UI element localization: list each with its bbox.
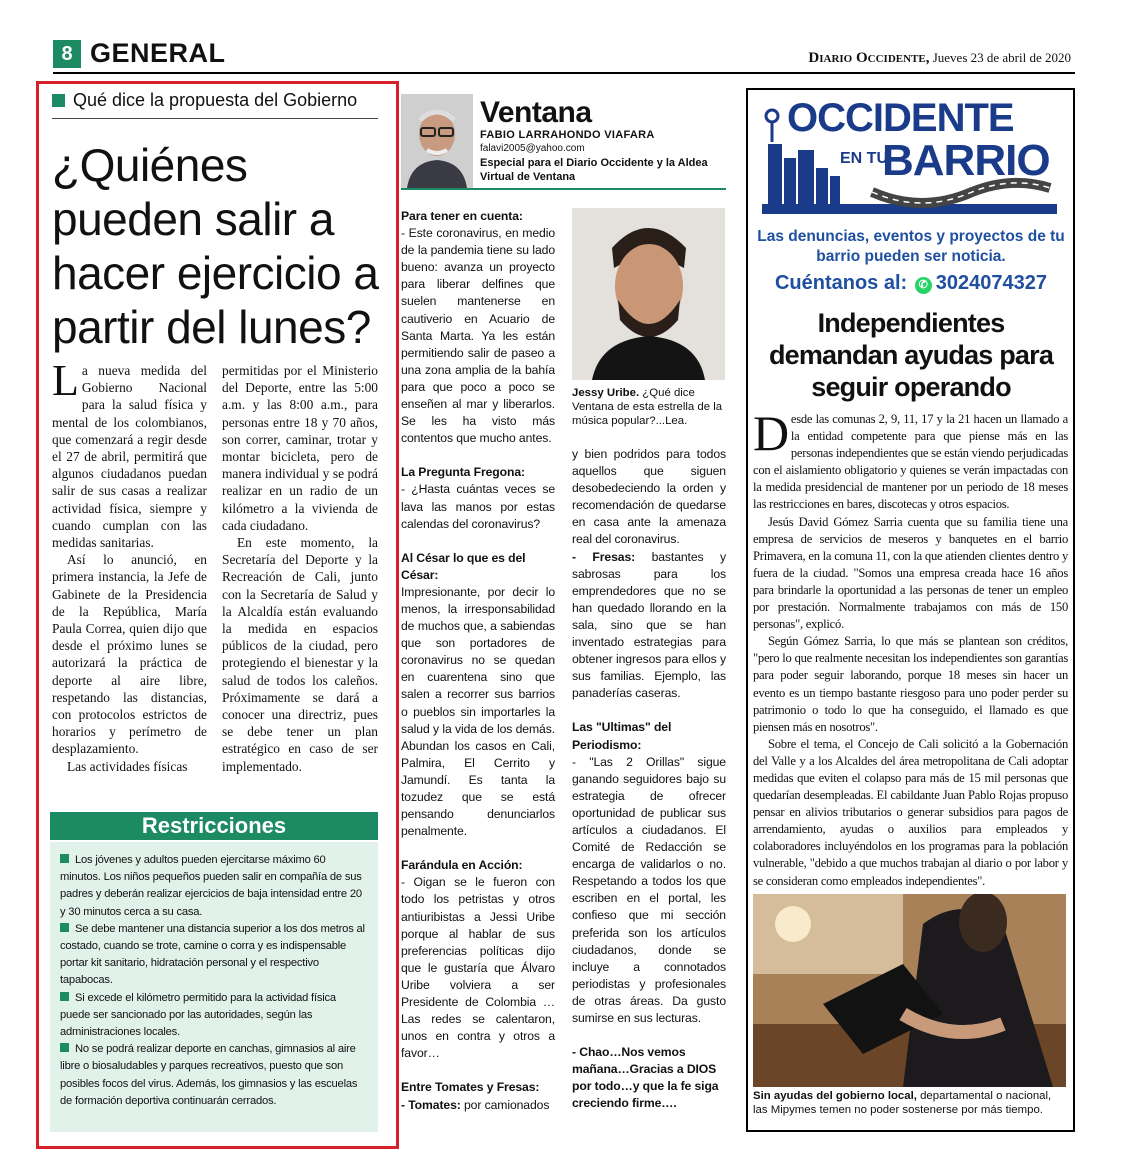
ventana-paragraph: - "Las 2 Orillas" sigue ganando seguidores bajo su estrategia de ofrecer oportunidad de publicar sus artículos a ciudadanos. El Comité de Redacción se encarga de validarlos o no. Respetando a todos los que escriben en el portal, les confieso que mi sección preferida son los artículos ciudadanos, donde se incluye a connotados periodistas y profesionales de otras áreas. Da gusto sumirse en sus lecturas. (572, 754, 726, 1025)
ventana-paragraph: - Oigan se le fueron con todo los petristas y otros antiuribistas a Jessi Uribe porque al hablar de sus preferencias políticas dijo que le gustaría que Álvaro Uribe volviera a ser Presidente de Colombia …Las redes se calentaron, unos en contra y otros a favor… (401, 875, 555, 1061)
tomates-label: - Tomates: (401, 1097, 461, 1112)
ventana-byline: Especial para el Diario Occidente y la Aldea Virtual de Ventana (480, 157, 708, 183)
restaurant-photo-icon (753, 894, 1066, 1087)
ventana-email[interactable]: falavi2005@yahoo.com (480, 143, 585, 154)
restriction-item (60, 990, 368, 1042)
restriction-text: Se debe mantener una distancia superior a los dos metros al costado, cuando se trote, camine o corra y es indispensable portar kit sanitario, hidratación personal y el respectivo tapabocas. (60, 922, 365, 987)
logo-barrio: BARRIO (882, 136, 1050, 185)
barrio-paragraph: Según Gómez Sarria, lo que más se plantean son créditos, "pero lo que realmente necesitan los independientes son garantías para poder seguir laborando, porque 18 meses sin hacer un evento es un tiempo bastante riesgoso para uno poder perder su patrimonio o todo lo que ha conseguido, el llamado es que piensen más en nosotros". (753, 634, 1068, 734)
portrait-icon (572, 208, 725, 380)
section-title: GENERAL (90, 38, 226, 68)
kicker-text: Qué dice la propuesta del Gobierno (73, 90, 358, 110)
page-number: 8 (53, 40, 81, 68)
ventana-paragraph: Impresionante, por decir lo menos, la irresponsabilidad de muchos que, a sabiendas que son portadores de coronavirus no se quedan en cuarentena sino que salen a recorrer sus barrios o pueblos sin importarles la salud y la vida de los demás. Abundan los casos en Cali, Palmira, El Cerrito y Jamundí. Es tanta la tozudez que se está pensando denunciarlos penalmente. (401, 584, 555, 839)
ventana-paragraph (572, 549, 726, 703)
whatsapp-icon: ✆ (915, 277, 932, 294)
article-kicker (52, 90, 357, 111)
portrait-icon (401, 94, 473, 188)
ventana-paragraph: y bien podridos para todos aquellos que siguen desobedeciendo la orden y recomendación de quedarse en casa ante la amenaza real del coronavirus. (572, 447, 726, 547)
paper-name: Diario Occidente, (808, 50, 930, 66)
paper-date: Jueves 23 de abril de 2020 (932, 50, 1071, 65)
ventana-column-1 (401, 208, 555, 1114)
restriction-item (60, 1041, 368, 1110)
ventana-column-2 (572, 446, 726, 1112)
restriction-text: No se podrá realizar deporte en canchas, gimnasios al aire libre o biosaludables y parques recreativos, puesto que son posibles focos del virus. Además, los gimnasios y las escuelas de formación deportiva continuarán cerrados. (60, 1043, 358, 1107)
barrio-paragraph: Jesús David Gómez Sarria cuenta que su familia tiene una empresa de servicios de meseros y banquetes en el barrio Primavera, en la comuna 11, con la que atienden clientes dentro y fuera de la ciudad. "Somos una empresa creada hace 16 años para brindarle la oportunidad a las personas de tener un empleo por prestación. Normalmente trabajamos con más de 150 personas", explicó. (753, 514, 1068, 632)
article-column-1 (52, 356, 207, 775)
caption-text: ¿Qué dice Ventana de esta estrella de la música popular?...Lea. (572, 387, 723, 427)
ventana-signoff: - Chao…Nos vemos mañana…Gracias a DIOS por todo…y que la fe siga creciendo firme…. (572, 1045, 719, 1111)
fresas-label: - Fresas: (572, 549, 636, 564)
jessy-photo-caption (572, 386, 727, 428)
paragraph-text: esde las comunas 2, 9, 11, 17 y la 21 hacen un llamado a la entidad competente para que piense más en las personas independientes que se están viendo perjudicadas con el aislamiento obligatorio y quienes se verán impactadas con la medida presidencial de mantener por un periodo de 18 meses las restricciones en bares, discotecas y otros espacios. (753, 412, 1068, 512)
article-headline: ¿Quiénes pueden salir a hacer ejercicio a partir del lunes? (52, 139, 379, 353)
article-paragraph: En este momento, la Secretaría del Deporte y la Recreación de Cali, junto con la Secretaría de Salud y la Alcaldía están evaluando la medida en espacios públicos de la ciudad, pero protegiendo el bienestar y la salud de todos los caleños. Próximamente se dará a conocer una directriz, pues se debe tener un plan estratégico en caso de ser implementado. (222, 535, 378, 774)
drop-cap: D (753, 405, 789, 461)
waitress-photo (753, 894, 1066, 1087)
article-column-2 (222, 362, 378, 775)
restriction-text: Si excede el kilómetro permitido para la actividad física puede ser sancionado por las autoridades, según las administraciones locales. (60, 991, 336, 1039)
logo-en-tu: EN TU (840, 150, 888, 167)
ventana-paragraph: - Este coronavirus, en medio de la pandemia tiene su lado bueno: avanza un proyecto para liberar delfines que suelen mantenerse en cautiverio en Acuario de Santa Marta. Ya les están permitiendo salir de paseo a una zona amplia de la bahía para que poco a poco se enseñen al mar y liberarlos. Se les ha visto más contentos que mucho antes. (401, 226, 555, 446)
paragraph-text: a nueva medida del Gobierno Nacional para la salud física y mental de los colombianos, que comenzará a regir desde el 27 de abril, permitirá que algunos ciudadanos puedan salir de sus casas a realizar actividad física, siempre y cuando cumplan con las medidas sanitarias. (52, 363, 207, 551)
tomates-text: por camionados (460, 1097, 550, 1112)
restrictions-title: Restricciones (50, 812, 378, 840)
restrictions-box (50, 842, 378, 1132)
columnist-photo (401, 94, 473, 188)
fresas-text: bastantes y sabrosas para los emprendedores que no se han quedado llorando en la sala, sino que se han inventado estrategias para obtener ingresos para ellos y sus familias. Ejemplo, las panaderías caseras. (572, 549, 726, 701)
jessy-uribe-photo (572, 208, 725, 380)
barrio-contact (756, 272, 1066, 295)
ventana-title: Ventana (480, 96, 592, 129)
barrio-logo (762, 96, 1057, 214)
barrio-paragraph: Sobre el tema, el Concejo de Cali solicitó a la Gobernación del Valle y a los Alcaldes del área metropolitana de Cali adoptar medidas que eviten el colapso para más de 15 mil personas que quedarían desempleadas. El cabildante Juan Pablo Rojas propuso pensar en alivios tributarios o generar subsidios para pagos de arrendamiento, ayudas o auxilios para empleados y colaboradores incluyéndolos en los programas para la población vulnerable, "debido a que muchos trabajan al diario o por labor y se consideran como empleados independientes". (753, 736, 1068, 888)
restriction-text: Los jóvenes y adultos pueden ejercitarse máximo 60 minutos. Los niños pequeños pueden salir en compañía de sus padres y deberán realizar ejercicios de baja intensidad entre 20 y 30 minutos cerca a su casa. (60, 854, 362, 918)
barrio-article-body (753, 405, 1068, 890)
article-paragraph (52, 356, 207, 551)
ventana-subhead: Entre Tomates y Fresas: (401, 1080, 540, 1095)
article-paragraph: permitidas por el Ministerio del Deporte, entre las 5:00 a.m. y las 8:00 a.m., para personas entre 18 y 70 años, son correr, caminar, trotar y montar bicicleta, pero de manera individual y se podrá realizar en un radio de un kilómetro a la vivienda de cada ciudadano. (222, 363, 378, 533)
waitress-photo-caption (753, 1089, 1068, 1117)
ventana-paragraph (401, 1097, 555, 1114)
contact-phone[interactable]: 3024074327 (935, 272, 1048, 294)
logo-occidente: OCCIDENTE (787, 96, 1014, 140)
green-square-icon (52, 94, 65, 107)
article-paragraph: Las actividades físicas (67, 758, 188, 774)
barrio-tagline: Las denuncias, eventos y proyectos de tu barrio pueden ser noticia. (757, 228, 1065, 265)
ventana-subhead: Farándula en Acción: (401, 858, 523, 873)
header-rule (53, 72, 1075, 74)
bullet-square-icon (60, 854, 69, 863)
caption-text: departamental o nacional, las Mipymes temen no poder sostenerse por más tiempo. (753, 1090, 1052, 1116)
ventana-paragraph: - ¿Hasta cuántas veces se lava las manos por estas calendas del coronavirus? (401, 482, 555, 531)
ventana-subhead: Al César lo que es del César: (401, 550, 526, 582)
caption-name: Jessy Uribe. (572, 387, 640, 399)
kicker-rule (52, 118, 378, 119)
ventana-subhead: Las "Ultimas" del Periodismo: (572, 720, 672, 752)
ventana-subhead: Para tener en cuenta: (401, 209, 523, 223)
paper-dateline (808, 50, 1071, 67)
contact-label: Cuéntanos al: (774, 272, 908, 294)
barrio-paragraph (753, 405, 1068, 514)
ventana-subhead: La Pregunta Fregona: (401, 465, 525, 480)
caption-bold: Sin ayudas del gobierno local, (753, 1090, 917, 1102)
ventana-rule (401, 188, 726, 190)
ventana-author: FABIO LARRAHONDO VIAFARA (480, 129, 655, 141)
bullet-square-icon (60, 992, 69, 1001)
barrio-headline: Independientes demandan ayudas para seguir operando (768, 308, 1054, 402)
restriction-item (60, 921, 368, 990)
article-paragraph: Así lo anunció, en primera instancia, la Jefe de Gabinete de la Presidencia de la República, María Paula Correa, quien dijo que desde el próximo lunes se autorizará la práctica de deporte al aire libre, respetando las distancias, con protocolos estrictos de horarios y perímetro de desplazamiento. (52, 552, 207, 757)
bullet-square-icon (60, 923, 69, 932)
drop-cap: L (52, 356, 79, 405)
bullet-square-icon (60, 1043, 69, 1052)
restriction-item (60, 852, 368, 921)
